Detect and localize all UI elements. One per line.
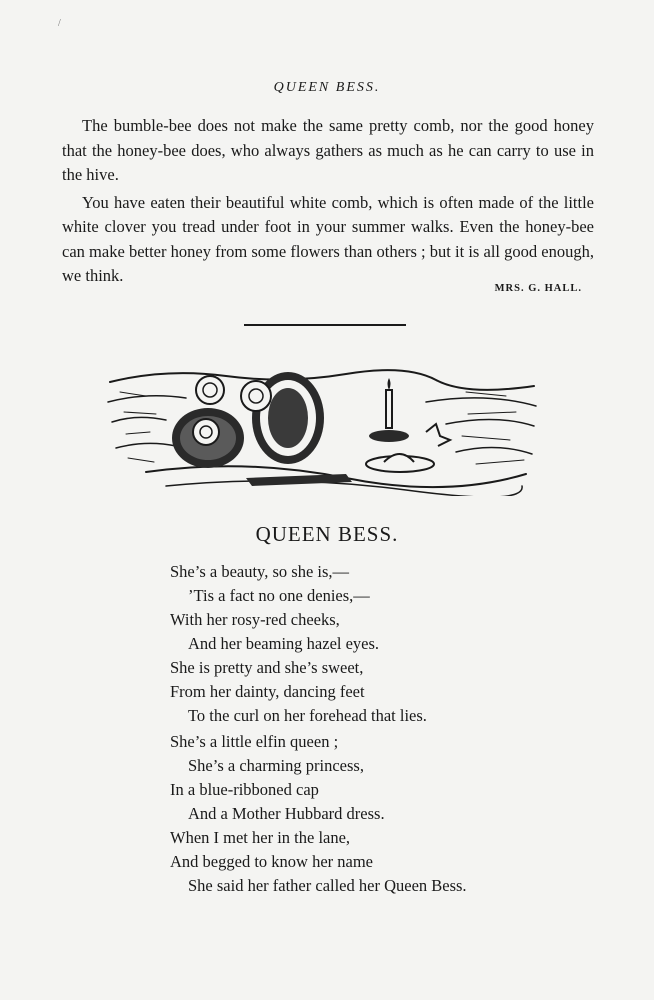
poem-line: And begged to know her name: [170, 852, 373, 871]
poem-line: And a Mother Hubbard dress.: [188, 804, 385, 823]
poem-line: From her dainty, dancing feet: [170, 682, 365, 701]
prose-paragraph: You have eaten their beautiful white comb, which is often made of the little white clover you tread under foot in your summer walks. Even the honey-bee can make better honey from some flowers than others ; but it is all good enough, we think.: [62, 192, 594, 285]
poem-title: QUEEN BESS.: [255, 522, 399, 546]
poem-line: ’Tis a fact no one denies,—: [188, 586, 370, 605]
poem-stanza: [170, 730, 467, 898]
poem-line: She said her father called her Queen Bess.: [188, 876, 467, 895]
poem-line: She’s a little elfin queen ;: [170, 732, 339, 751]
poem-line: She’s a charming princess,: [188, 756, 364, 775]
poem-line: When I met her in the lane,: [170, 828, 351, 847]
poem-line: She’s a beauty, so she is,—: [170, 562, 350, 581]
prose-paragraph: The bumble-bee does not make the same pretty comb, nor the good honey that the honey-bee does, who always gathers as much as he can carry to use in the hive.: [62, 116, 594, 184]
poem-line: In a blue-ribboned cap: [170, 780, 319, 799]
still-life-vignette-illustration: [106, 362, 538, 496]
poem-line: To the curl on her forehead that lies.: [188, 706, 427, 725]
author-attribution: MRS. G. HALL.: [494, 283, 582, 294]
prose-section: [62, 114, 594, 292]
scan-mark: /: [58, 18, 61, 29]
poem-line: With her rosy-red cheeks,: [170, 610, 340, 629]
poem-line: And her beaming hazel eyes.: [188, 634, 380, 653]
running-head: QUEEN BESS.: [273, 80, 381, 95]
poem-line: She is pretty and she’s sweet,: [170, 658, 364, 677]
section-divider: [244, 324, 406, 326]
poem-stanza: [170, 560, 427, 728]
